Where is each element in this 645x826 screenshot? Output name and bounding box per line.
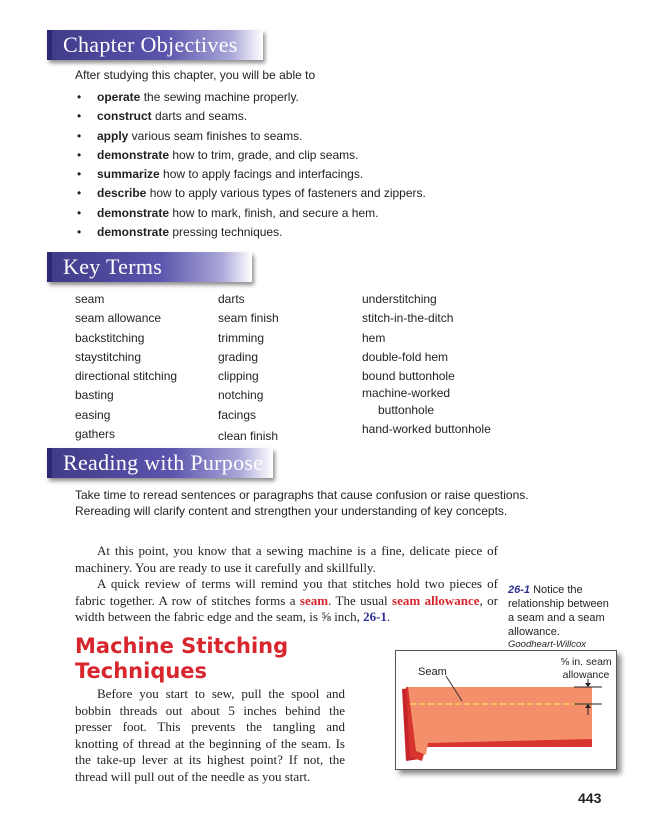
key-term: machine-worked bbox=[362, 386, 451, 401]
key-term: clean finish bbox=[218, 429, 279, 444]
key-term-continuation: buttonhole bbox=[378, 403, 435, 418]
page-number: 443 bbox=[578, 790, 602, 806]
key-term: hem bbox=[362, 330, 386, 345]
intro-paragraphs bbox=[75, 543, 498, 626]
key-term: grading bbox=[218, 349, 259, 364]
key-term: understitching bbox=[362, 292, 437, 306]
key-term: hand-worked buttonhole bbox=[362, 422, 491, 437]
intro-paragraph-2: A quick review of terms will remind you that stitches hold two pieces of fabric together. A row of stitches forms a seam. The usual seam allowance, or width between the fabric edge and the seam, is ⅝ inch, 26-1. bbox=[75, 576, 498, 624]
objective-item: • demonstrate how to trim, grade, and clip seams. bbox=[77, 147, 359, 162]
key-term: staystitching bbox=[75, 349, 142, 364]
objectives-intro: After studying this chapter, you will be able to bbox=[75, 68, 316, 82]
caption-number: 26-1 bbox=[508, 584, 531, 596]
objective-item: • operate the sewing machine properly. bbox=[77, 90, 299, 104]
objective-item: • demonstrate how to mark, finish, and secure a hem. bbox=[77, 205, 379, 220]
caption-text: Notice the relationship between a seam and a seam allowance. bbox=[508, 584, 609, 638]
key-term: basting bbox=[75, 388, 114, 403]
key-terms-banner: Key Terms bbox=[47, 252, 252, 282]
chapter-objectives-banner: Chapter Objectives bbox=[47, 30, 263, 60]
reading-purpose-text: Take time to reread sentences or paragraphs that cause confusion or raise questions. Rereading will clarify content and strengthen your understanding of key concepts. bbox=[75, 488, 529, 518]
key-terms-column-1 bbox=[75, 290, 177, 444]
seam-allowance-figure bbox=[395, 650, 617, 770]
key-term: bound buttonhole bbox=[362, 369, 455, 384]
keyword-seam-allowance: seam allowance bbox=[392, 592, 480, 608]
seam-label: Seam bbox=[418, 666, 447, 678]
keyword-seam: seam bbox=[299, 592, 329, 608]
seam-fabric-illustration bbox=[396, 651, 616, 769]
key-term: easing bbox=[75, 407, 111, 422]
key-term: seam finish bbox=[218, 311, 279, 326]
objective-item: • summarize how to apply facings and interfacings. bbox=[77, 167, 364, 182]
allowance-label-line-2: allowance bbox=[562, 669, 610, 681]
caption-credit: Goodheart-Willcox bbox=[508, 639, 587, 650]
key-terms-column-2 bbox=[218, 290, 279, 447]
key-term: seam bbox=[75, 292, 105, 306]
key-term: double-fold hem bbox=[362, 349, 449, 364]
objectives-list bbox=[75, 88, 426, 242]
objective-item: • apply various seam finishes to seams. bbox=[77, 128, 303, 143]
key-term: directional stitching bbox=[75, 369, 178, 384]
intro-paragraph-1: At this point, you know that a sewing machine is a fine, delicate piece of machinery. You are ready to use it carefully and skillfully. bbox=[75, 543, 498, 575]
key-term: gathers bbox=[75, 427, 116, 442]
figure-reference: 26-1 bbox=[363, 609, 387, 624]
key-term: seam allowance bbox=[75, 311, 162, 326]
key-term: backstitching bbox=[75, 330, 145, 345]
key-term: trimming bbox=[218, 330, 265, 345]
reading-with-purpose-banner: Reading with Purpose bbox=[47, 448, 273, 478]
objective-item: • describe how to apply various types of fasteners and zippers. bbox=[77, 186, 426, 201]
section-title: Machine Stitching Techniques bbox=[75, 634, 289, 683]
allowance-arrowhead-top bbox=[585, 683, 591, 687]
key-term: facings bbox=[218, 407, 257, 422]
objective-item: • construct darts and seams. bbox=[77, 109, 248, 124]
allowance-label-line-1: ⅝ in. seam bbox=[560, 656, 612, 668]
objective-item: • demonstrate pressing techniques. bbox=[77, 225, 283, 240]
key-terms-column-3 bbox=[362, 290, 491, 440]
key-term: clipping bbox=[218, 369, 259, 384]
section-paragraph: Before you start to sew, pull the spool and bobbin threads out about 5 inches behind the presser foot. This prevents the tangling and knotting of thread at the beginning of the seam. Is the take-up lever at its highest point? If not, the thread will pull out of the needle as you start. bbox=[75, 686, 345, 784]
key-term: darts bbox=[218, 292, 245, 306]
key-term: stitch-in-the-ditch bbox=[362, 311, 454, 326]
key-term: notching bbox=[218, 388, 264, 403]
